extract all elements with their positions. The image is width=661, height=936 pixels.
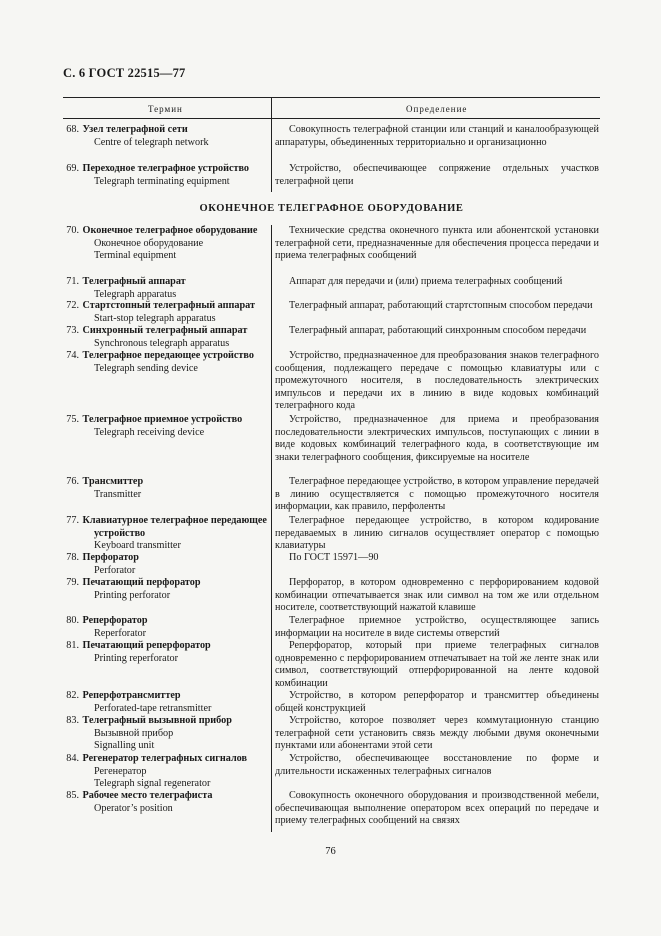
definition-82: Устройство, в котором реперфоратор и трансмиттер объединены общей конструкцией xyxy=(275,690,599,714)
term-entry-75: 75. Телеграфное приемное устройство Telegraph receiving device xyxy=(66,414,243,438)
definition-78: По ГОСТ 15971—90 xyxy=(289,552,379,563)
term-entry-79: 79. Печатающий перфоратор Printing perforator xyxy=(66,577,201,601)
term-entry-73: 73. Синхронный телеграфный аппарат Synchronous telegraph apparatus xyxy=(66,325,248,349)
term-entry-77: 77. Клавиатурное телеграфное передающее устройство Keyboard transmitter xyxy=(66,515,267,552)
definition-74: Устройство, предназначенное для преобразования знаков телеграфного сообщения, подлежащего передаче с помощью клавиатуры или с промежуточного носителя, в последовательность электрических импульсов и передачи их в линию в виде кодовых комбинаций телеграфного кода xyxy=(275,350,599,412)
term-entry-69: 69. Переходное телеграфное устройство Telegraph terminating equipment xyxy=(66,163,250,187)
table-header-rule xyxy=(63,118,600,119)
table-top-rule xyxy=(63,97,600,98)
term-entry-70: 70. Оконечное телеграфное оборудование Оконечное оборудование Terminal equipment xyxy=(66,225,258,262)
definition-76: Телеграфное передающее устройство, в котором управление передачей в линию осуществляется с помощью промежуточного носителя информации, как правило, перфоленты xyxy=(275,476,599,513)
definition-68: Совокупность телеграфной станции или станций и каналообразующей аппаратуры, объединенных территориально и организационно xyxy=(275,124,599,148)
term-entry-85: 85. Рабочее место телеграфиста Operator’s position xyxy=(66,790,213,814)
term-entry-81: 81. Печатающий реперфоратор Printing reperforator xyxy=(66,640,211,664)
definition-70: Технические средства оконечного пункта или абонентской установки телеграфной сети, предназначенные для обеспечения процесса передачи и приема телеграфных сообщений xyxy=(275,225,599,262)
term-entry-72: 72. Стартстопный телеграфный аппарат Start-stop telegraph apparatus xyxy=(66,300,255,324)
page-header: С. 6 ГОСТ 22515—77 xyxy=(63,66,186,80)
definition-84: Устройство, обеспечивающее восстановление по форме и длительности искаженных телеграфных сигналов xyxy=(275,753,599,777)
term-entry-68: 68. Узел телеграфной сети Centre of telegraph network xyxy=(66,124,209,148)
term-entry-80: 80. Реперфоратор Reperforator xyxy=(66,615,148,639)
term-entry-82: 82. Реперфотрансмиттер Perforated-tape retransmitter xyxy=(66,690,212,714)
column-divider-top xyxy=(271,97,272,192)
definition-75: Устройство, предназначенное для приема и преобразования последовательности электрических импульсов, поступающих с линии в виде кодовых комбинаций телеграфного кода, в соответствующие им знаки телеграфного сообщения, фиксируемые на носителе xyxy=(275,414,599,463)
term-entry-83: 83. Телеграфный вызывной прибор Вызывной прибор Signalling unit xyxy=(66,715,232,752)
column-header-term: Термин xyxy=(148,104,183,114)
definition-71: Аппарат для передачи и (или) приема телеграфных сообщений xyxy=(289,276,563,287)
page-number: 76 xyxy=(325,846,336,857)
definition-81: Реперфоратор, который при приеме телеграфных сигналов одновременно с перфорированием отпечатывает на той же ленте знак или символ, соответствующий отперфорированной на ленте кодовой комбинации xyxy=(275,640,599,689)
definition-85: Совокупность оконечного оборудования и производственной мебели, обеспечивающая выполнение оператором всех операций по передаче и приему телеграфных сообщений на связях xyxy=(275,790,599,827)
section-title: ОКОНЕЧНОЕ ТЕЛЕГРАФНОЕ ОБОРУДОВАНИЕ xyxy=(199,203,464,214)
definition-72: Телеграфный аппарат, работающий стартстопным способом передачи xyxy=(289,300,593,311)
term-entry-76: 76. Трансмиттер Transmitter xyxy=(66,476,144,500)
term-entry-71: 71. Телеграфный аппарат Telegraph apparatus xyxy=(66,276,186,300)
definition-83: Устройство, которое позволяет через коммутационную станцию телеграфной сети установить связь между любыми двумя оконечными пунктами или абонентами этой сети xyxy=(275,715,599,752)
term-entry-84: 84. Регенератор телеграфных сигналов Регенератор Telegraph signal regenerator xyxy=(66,753,248,790)
column-header-definition: Определение xyxy=(406,104,468,114)
term-entry-78: 78. Перфоратор Perforator xyxy=(66,552,139,576)
term-entry-74: 74. Телеграфное передающее устройство Telegraph sending device xyxy=(66,350,254,374)
definition-69: Устройство, обеспечивающее сопряжение отдельных участков телеграфной цепи xyxy=(275,163,599,187)
definition-80: Телеграфное приемное устройство, осуществляющее запись информации на носителе в виде системы отверстий xyxy=(275,615,599,639)
definition-79: Перфоратор, в котором одновременно с перфорированием кодовой комбинации отпечатывается знак или символ на том же или отдельном носителе, соответствующий нажатой клавише xyxy=(275,577,599,614)
definition-77: Телеграфное передающее устройство, в котором кодирование передаваемых в линию сигналов осуществляет оператор с помощью клавиатуры xyxy=(275,515,599,552)
definition-73: Телеграфный аппарат, работающий синхронным способом передачи xyxy=(289,325,587,336)
column-divider-main xyxy=(271,225,272,832)
